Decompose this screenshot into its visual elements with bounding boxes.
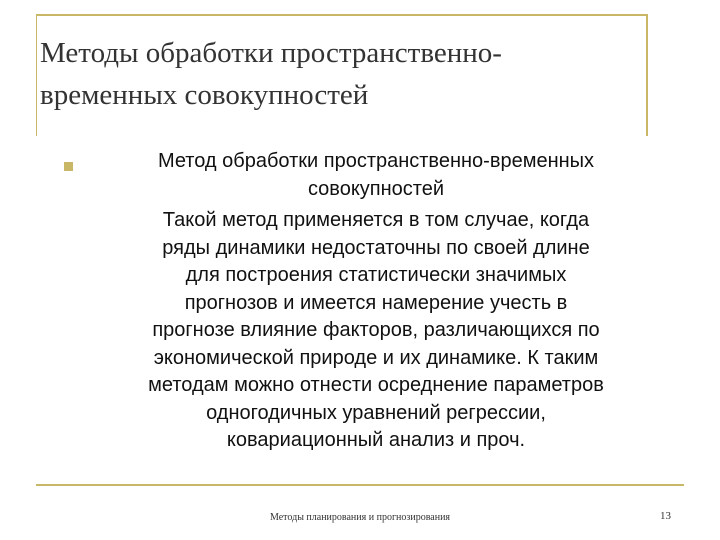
body-line: прогнозе влияние факторов, различающихся по xyxy=(152,319,600,341)
bullet-heading xyxy=(70,148,682,203)
slide-title-line-1: Методы обработки пространственно- xyxy=(40,37,502,69)
slide-title-line-2: временных совокупностей xyxy=(40,79,369,111)
body-line: ряды динамики недостаточны по своей длине xyxy=(162,236,590,259)
page-number: 13 xyxy=(660,510,671,522)
body-line: методам можно отнести осреднение параметров xyxy=(148,374,604,396)
body-line: ковариационный анализ и проч. xyxy=(226,429,526,451)
title-frame-left-edge xyxy=(36,14,37,136)
bullet-heading-line-1: Метод обработки пространственно-временных xyxy=(157,150,595,172)
footer-caption: Методы планирования и прогнозирования xyxy=(269,512,451,523)
body-line: Такой метод применяется в том случае, когда xyxy=(162,209,590,231)
body-line: для построения статистически значимых xyxy=(185,264,567,286)
footer-divider xyxy=(36,484,684,486)
slide-title xyxy=(40,32,630,116)
body-line: экономической природе и их динамике. К таким xyxy=(153,346,599,369)
bullet-heading-line-2: совокупностей xyxy=(307,177,445,200)
body-paragraph xyxy=(70,207,682,455)
body-line: одногодичных уравнений регрессии, xyxy=(206,401,546,424)
bullet-content xyxy=(70,148,682,455)
body-line: прогнозов и имеется намерение учесть в xyxy=(184,291,568,314)
